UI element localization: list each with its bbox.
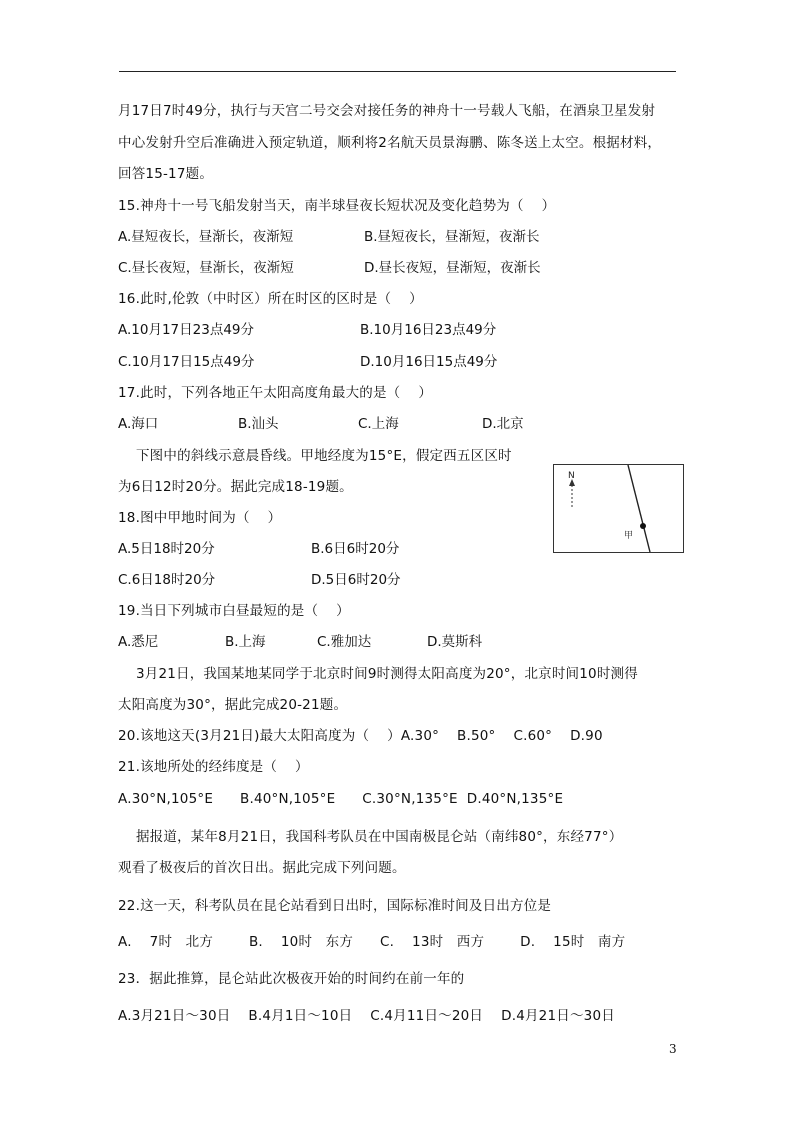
q18-option-a: A.5日18时20分 [118, 541, 215, 557]
q15-option-b: B.昼短夜长，昼渐短，夜渐长 [364, 229, 540, 245]
q21-stem: 21.该地所处的经纬度是（ ） [118, 759, 309, 775]
q15-stem: 15.神舟十一号飞船发射当天，南半球昼夜长短状况及变化趋势为（ ） [118, 198, 556, 214]
kunlun-intro-line-2: 观看了极夜后的首次日出。据此完成下列问题。 [118, 860, 406, 876]
terminator-diagram [554, 465, 683, 552]
q20-stem: 20.该地这天(3月21日)最大太阳高度为（ ）A.30° B.50° C.60° D.90 [118, 728, 603, 744]
q16-option-b: B.10月16日23点49分 [360, 322, 497, 338]
q15-option-a: A.昼短夜长，昼渐长，夜渐短 [118, 229, 294, 245]
q18-stem: 18.图中甲地时间为（ ） [118, 510, 282, 526]
q23-stem: 23．据此推算，昆仑站此次极夜开始的时间约在前一年的 [118, 971, 465, 987]
sun-intro-line-2: 太阳高度为30°，据此完成20-21题。 [118, 697, 348, 713]
q19-stem: 19.当日下列城市白昼最短的是（ ） [118, 603, 350, 619]
terminator-figure [553, 464, 684, 553]
q19-option-a: A.悉尼 [118, 634, 159, 650]
header-rule [119, 71, 676, 72]
figure-intro-line-1: 下图中的斜线示意晨昏线。甲地经度为15°E，假定西五区区时 [118, 448, 512, 464]
intro-line-3: 回答15-17题。 [118, 166, 214, 182]
q17-stem: 17.此时，下列各地正午太阳高度角最大的是（ ） [118, 385, 433, 401]
q17-option-d: D.北京 [482, 416, 524, 432]
q16-stem: 16.此时,伦敦（中时区）所在时区的区时是（ ） [118, 291, 423, 307]
q19-option-b: B.上海 [225, 634, 266, 650]
q22-stem: 22.这一天，科考队员在昆仑站看到日出时，国际标准时间及日出方位是 [118, 898, 552, 914]
q16-option-d: D.10月16日15点49分 [360, 354, 498, 370]
point-jia-label: 甲 [624, 531, 634, 541]
intro-line-1: 月17日7时49分，执行与天宫二号交会对接任务的神舟十一号载人飞船，在酒泉卫星发射 [118, 103, 656, 119]
q22-options: A. 7时 北方 B. 10时 东方 C. 13时 西方 D. 15时 南方 [118, 934, 626, 950]
q23-options: A.3月21日～30日 B.4月1日～10日 C.4月11日～20日 D.4月21日～30日 [118, 1008, 615, 1024]
q15-option-c: C.昼长夜短，昼渐长，夜渐短 [118, 260, 294, 276]
q16-option-c: C.10月17日15点49分 [118, 354, 255, 370]
q18-option-c: C.6日18时20分 [118, 572, 216, 588]
point-jia-marker [640, 523, 646, 529]
q19-option-c: C.雅加达 [317, 634, 372, 650]
q19-option-d: D.莫斯科 [427, 634, 483, 650]
kunlun-intro-line-1: 据报道，某年8月21日，我国科考队员在中国南极昆仑站（南纬80°，东经77°） [118, 829, 623, 845]
page-number: 3 [669, 1042, 677, 1056]
north-label: N [568, 471, 575, 481]
q18-option-b: B.6日6时20分 [311, 541, 400, 557]
q18-option-d: D.5日6时20分 [311, 572, 401, 588]
figure-intro-line-2: 为6日12时20分。据此完成18-19题。 [118, 479, 353, 495]
sun-intro-line-1: 3月21日，我国某地某同学于北京时间9时测得太阳高度为20°，北京时间10时测得 [118, 666, 638, 682]
q16-option-a: A.10月17日23点49分 [118, 322, 255, 338]
q21-options: A.30°N,105°E B.40°N,105°E C.30°N,135°E D.40°N,135°E [118, 791, 564, 807]
q15-option-d: D.昼长夜短，昼渐短，夜渐长 [364, 260, 541, 276]
q17-option-c: C.上海 [358, 416, 399, 432]
q17-option-b: B.汕头 [238, 416, 279, 432]
intro-line-2: 中心发射升空后准确进入预定轨道，顺利将2名航天员景海鹏、陈冬送上太空。根据材料， [118, 135, 662, 151]
q17-option-a: A.海口 [118, 416, 159, 432]
